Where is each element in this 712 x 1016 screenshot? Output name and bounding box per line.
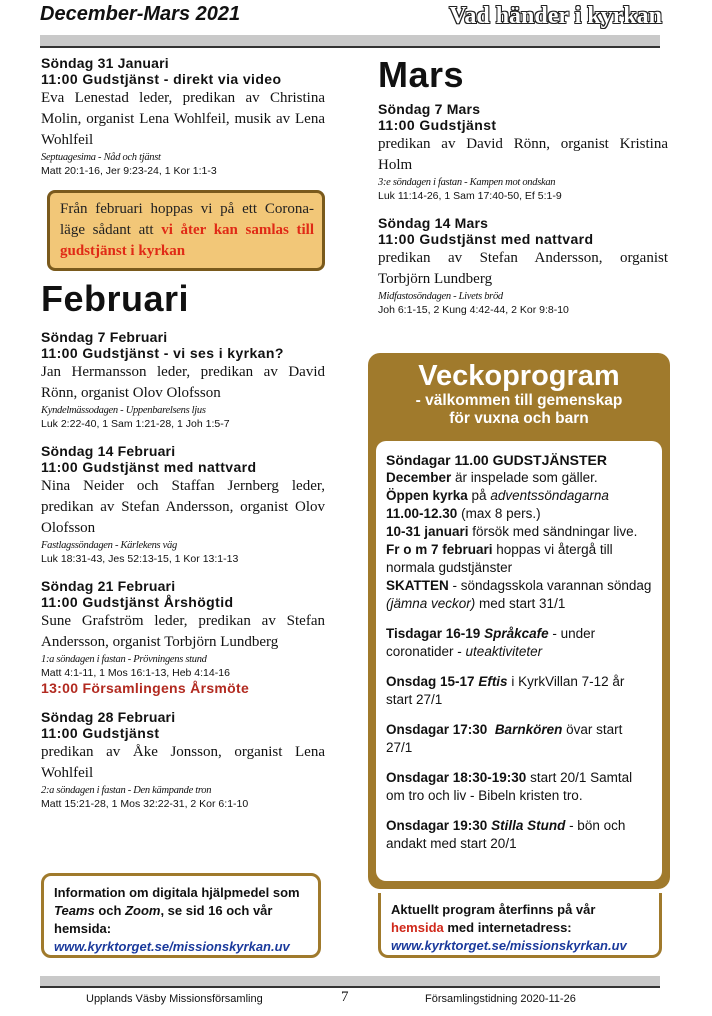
sondagar-heading: Söndagar 11.00 GUDSTJÄNSTER xyxy=(386,452,607,468)
header-divider xyxy=(40,35,660,48)
januari-text: försök med sändningar live. xyxy=(468,524,638,539)
website-link[interactable]: www.kyrktorget.se/missionskyrkan.uv xyxy=(54,939,290,954)
arsmote-notice: 13:00 Församlingens Årsmöte xyxy=(41,680,250,696)
left-column xyxy=(41,55,325,823)
tisdagar-line xyxy=(386,625,652,661)
oppen-kyrka-line xyxy=(386,487,652,523)
event-body: Jan Hermansson leder, predikan av David Rönn, organist Olov Olofsson xyxy=(41,364,325,401)
oppen-kyrka-time-rest: (max 8 pers.) xyxy=(457,506,541,521)
spacer xyxy=(386,661,652,673)
sprakcafe-label: Språkcafe xyxy=(484,626,549,641)
right-column xyxy=(378,55,668,329)
spacer xyxy=(386,757,652,769)
december-label: December xyxy=(386,470,452,485)
footer-organization: Upplands Väsby Missionsförsamling xyxy=(86,993,263,1005)
event-verses: Matt 15:21-28, 1 Mos 32:22-31, 2 Kor 6:1-10 xyxy=(41,798,249,810)
event-time: 11:00 Gudstjänst med nattvard xyxy=(378,231,594,247)
februari-label: Fr o m 7 februari xyxy=(386,542,493,557)
event-28-februari xyxy=(41,709,325,811)
veckoprogram-content xyxy=(376,441,662,881)
event-theme: Fastlagssöndagen - Kärlekens väg xyxy=(41,540,177,551)
event-body: Sune Grafström leder, predikan av Stefan Andersson, organist Torbjörn Lundberg xyxy=(41,613,325,650)
onsdag-samtal-text: start 20/1 Samtal om tro och liv - Bibeln kristen tro. xyxy=(386,770,633,803)
event-theme: 3:e söndagen i fastan - Kampen mot ondskan xyxy=(378,177,556,188)
header-left-title: December-Mars 2021 xyxy=(40,3,241,25)
event-verses: Luk 18:31-43, Jes 52:13-15, 1 Kor 13:1-13 xyxy=(41,553,239,565)
skatten-italic: (jämna veckor) xyxy=(386,596,476,611)
skatten-line xyxy=(386,577,652,613)
skatten-end: med start 31/1 xyxy=(475,596,566,611)
month-heading-mars: Mars xyxy=(378,54,465,95)
zoom-label: Zoom xyxy=(125,903,161,918)
event-31-januari xyxy=(41,55,325,178)
info-left-text: Information om digitala hjälpmedel som xyxy=(54,885,300,900)
tisdagar-label: Tisdagar 16-19 xyxy=(386,626,481,641)
event-time: 11:00 Gudstjänst - direkt via video xyxy=(41,71,282,87)
onsdag-eftis-label: Onsdag 15-17 xyxy=(386,674,475,689)
page-number: 7 xyxy=(341,989,349,1005)
februari-text: hoppas vi återgå till normala gudstjänster xyxy=(386,542,613,575)
event-date: Söndag 21 Februari xyxy=(41,578,176,594)
onsdag-stilla-text: - bön och andakt med start 20/1 xyxy=(386,818,626,851)
info-left-och: och xyxy=(94,903,126,918)
veckoprogram-box xyxy=(368,353,670,889)
event-date: Söndag 7 Februari xyxy=(41,329,168,345)
info-right-text: Aktuellt program återfinns på vår xyxy=(391,902,596,917)
februari-line xyxy=(386,541,652,577)
onsdag-eftis-line xyxy=(386,673,652,709)
veckoprogram-title: Veckoprogram xyxy=(418,360,620,392)
event-7-mars xyxy=(378,101,668,203)
event-verses: Luk 2:22-40, 1 Sam 1:21-28, 1 Joh 1:5-7 xyxy=(41,418,230,430)
footer-divider xyxy=(40,976,660,988)
event-time: 11:00 Gudstjänst Årshögtid xyxy=(41,594,234,610)
barnkor-label: Barnkören xyxy=(494,722,563,737)
oppen-kyrka-time: 11.00-12.30 xyxy=(386,506,458,521)
onsdag-barnkor-text: övar start 27/1 xyxy=(386,722,623,755)
event-verses: Joh 6:1-15, 2 Kung 4:42-44, 2 Kor 9:8-10 xyxy=(378,304,569,316)
program-info-box xyxy=(378,893,662,958)
onsdag-stilla-label: Onsdagar 19:30 xyxy=(386,818,488,833)
eftis-label: Eftis xyxy=(478,674,508,689)
januari-label: 10-31 januari xyxy=(386,524,469,539)
corona-notice xyxy=(47,190,325,271)
event-theme: 2:a söndagen i fastan - Den kämpande tron xyxy=(41,785,212,796)
event-date: Söndag 28 Februari xyxy=(41,709,176,725)
event-verses: Luk 11:14-26, 1 Sam 17:40-50, Ef 5:1-9 xyxy=(378,190,562,202)
event-theme: 1:a söndagen i fastan - Prövningens stund xyxy=(41,654,207,665)
event-verses: Matt 20:1-16, Jer 9:23-24, 1 Kor 1:1-3 xyxy=(41,165,217,177)
januari-line xyxy=(386,523,652,541)
digital-info-box xyxy=(41,873,321,958)
event-date: Söndag 7 Mars xyxy=(378,101,481,117)
notice-text: Från februari hoppas vi på ett Corona-läge sådant att xyxy=(60,201,314,238)
event-body: Nina Neider och Staffan Jernberg leder, predikan av Stefan Andersson, organist Olov Olofsson xyxy=(41,478,325,536)
event-7-februari xyxy=(41,329,325,431)
tisdagar-italic: uteaktiviteter xyxy=(465,644,543,659)
event-body: predikan av Stefan Andersson, organist Torbjörn Lundberg xyxy=(378,250,668,287)
hemsida-label: hemsida xyxy=(391,920,444,935)
event-verses: Matt 4:1-11, 1 Mos 16:1-13, Heb 4:14-16 xyxy=(41,667,230,679)
skatten-label: SKATTEN xyxy=(386,578,449,593)
event-theme: Midfastosöndagen - Livets bröd xyxy=(378,291,503,302)
tisdagar-text: - under coronatider - xyxy=(386,626,596,659)
stilla-stund-label: Stilla Stund xyxy=(491,818,566,833)
onsdag-barnkor-label: Onsdagar 17:30 xyxy=(386,722,488,737)
oppen-kyrka-italic: adventssöndagarna xyxy=(490,488,609,503)
event-time: 11:00 Gudstjänst - vi ses i kyrkan? xyxy=(41,345,284,361)
month-heading-februari: Februari xyxy=(41,278,190,319)
veckoprogram-subtitle-2: för vuxna och barn xyxy=(449,410,589,427)
event-time: 11:00 Gudstjänst xyxy=(41,725,160,741)
onsdag-samtal-label: Onsdagar 18:30-19:30 xyxy=(386,770,527,785)
footer-publication: Församlingstidning 2020-11-26 xyxy=(425,993,576,1005)
info-left-end: , se sid 16 och vår hemsida: xyxy=(54,903,273,936)
teams-label: Teams xyxy=(54,903,95,918)
event-date: Söndag 14 Mars xyxy=(378,215,489,231)
onsdag-eftis-text: i KyrkVillan 7-12 år start 27/1 xyxy=(386,674,625,707)
notice-highlight: vi åter kan samlas till gudstjänst i kyrkan xyxy=(60,222,314,259)
onsdag-samtal-line xyxy=(386,769,652,805)
event-14-februari xyxy=(41,443,325,566)
december-text: är inspelade som gäller. xyxy=(451,470,598,485)
event-date: Söndag 31 Januari xyxy=(41,55,169,71)
oppen-kyrka-label: Öppen kyrka xyxy=(386,488,468,503)
event-theme: Kyndelmässodagen - Uppenbarelsens ljus xyxy=(41,405,206,416)
spacer xyxy=(386,805,652,817)
onsdag-stilla-line xyxy=(386,817,652,853)
event-21-februari xyxy=(41,578,325,697)
event-14-mars xyxy=(378,215,668,317)
spacer xyxy=(386,613,652,625)
event-body: predikan av Åke Jonsson, organist Lena Wohlfeil xyxy=(41,744,325,781)
event-date: Söndag 14 Februari xyxy=(41,443,176,459)
onsdag-barnkor-line xyxy=(386,721,652,757)
event-body: Eva Lenestad leder, predikan av Christina Molin, organist Lena Wohlfeil, musik av Lena Wohlfeil xyxy=(41,90,325,148)
header-right-title: Vad händer i kyrkan xyxy=(449,3,662,29)
spacer xyxy=(386,709,652,721)
info-right-end: med internetadress: xyxy=(443,920,572,935)
december-line xyxy=(386,469,652,487)
event-body: predikan av David Rönn, organist Kristina Holm xyxy=(378,136,668,173)
oppen-kyrka-mid: på xyxy=(467,488,491,503)
event-theme: Septuagesima - Nåd och tjänst xyxy=(41,152,161,163)
event-time: 11:00 Gudstjänst med nattvard xyxy=(41,459,257,475)
skatten-text: - söndagsskola varannan söndag xyxy=(448,578,652,593)
event-time: 11:00 Gudstjänst xyxy=(378,117,497,133)
veckoprogram-subtitle-1: - välkommen till gemenskap xyxy=(415,392,623,409)
website-link[interactable]: www.kyrktorget.se/missionskyrkan.uv xyxy=(391,938,627,953)
